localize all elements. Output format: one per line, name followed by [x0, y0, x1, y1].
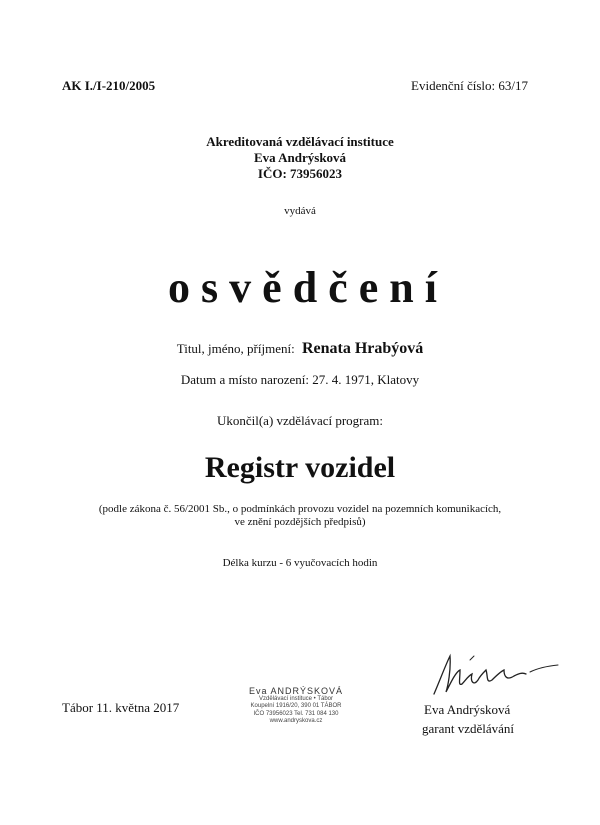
completed-text: Ukončil(a) vzdělávací program: — [216, 413, 384, 428]
place-date: Tábor 11. května 2017 — [62, 700, 180, 715]
institute-owner: Eva Andrýsková — [253, 150, 347, 165]
holder-row — [0, 340, 600, 358]
birth-value: 27. 4. 1971, Klatovy — [312, 372, 420, 387]
institute-ico: IČO: 73956023 — [257, 166, 343, 181]
holder-label: Titul, jméno, příjmení: — [176, 341, 295, 356]
institution-stamp — [241, 688, 351, 726]
stamp-line: Koupelní 1916/20, 390 01 TÁBOR — [250, 703, 342, 709]
law-note-line2: ve znění pozdějších předpisů) — [234, 516, 366, 528]
institute-block — [0, 134, 600, 182]
law-note — [0, 503, 600, 529]
signer-name: Eva Andrýsková — [424, 702, 511, 717]
accreditation-number: AK I./I-210/2005 — [62, 78, 156, 93]
certificate-title: osvědčení — [168, 263, 448, 312]
birth-row — [0, 372, 600, 388]
issues-text: vydává — [284, 205, 316, 217]
stamp-line: IČO 73956023 Tel. 731 084 130 — [253, 710, 339, 717]
stamp-line: www.andryskova.cz — [269, 718, 323, 724]
course-duration: Délka kurzu - 6 vyučovacích hodin — [222, 557, 378, 569]
signer-role: garant vzdělávání — [422, 721, 515, 736]
birth-label: Datum a místo narození: — [180, 372, 310, 387]
stamp-line: Vzdělávací instituce • Tábor — [258, 695, 334, 702]
institute-type: Akreditovaná vzdělávací instituce — [206, 134, 394, 149]
law-note-line1: (podle zákona č. 56/2001 Sb., o podmínkách provozu vozidel na pozemních komunikacích, — [98, 503, 502, 515]
stamp-title: Eva ANDRÝSKOVÁ — [248, 686, 344, 696]
signature-icon — [430, 650, 560, 700]
holder-name: Renata Hrabýová — [301, 340, 424, 357]
evidence-number: Evidenční číslo: 63/17 — [411, 78, 528, 93]
program-name: Registr vozidel — [204, 451, 396, 484]
